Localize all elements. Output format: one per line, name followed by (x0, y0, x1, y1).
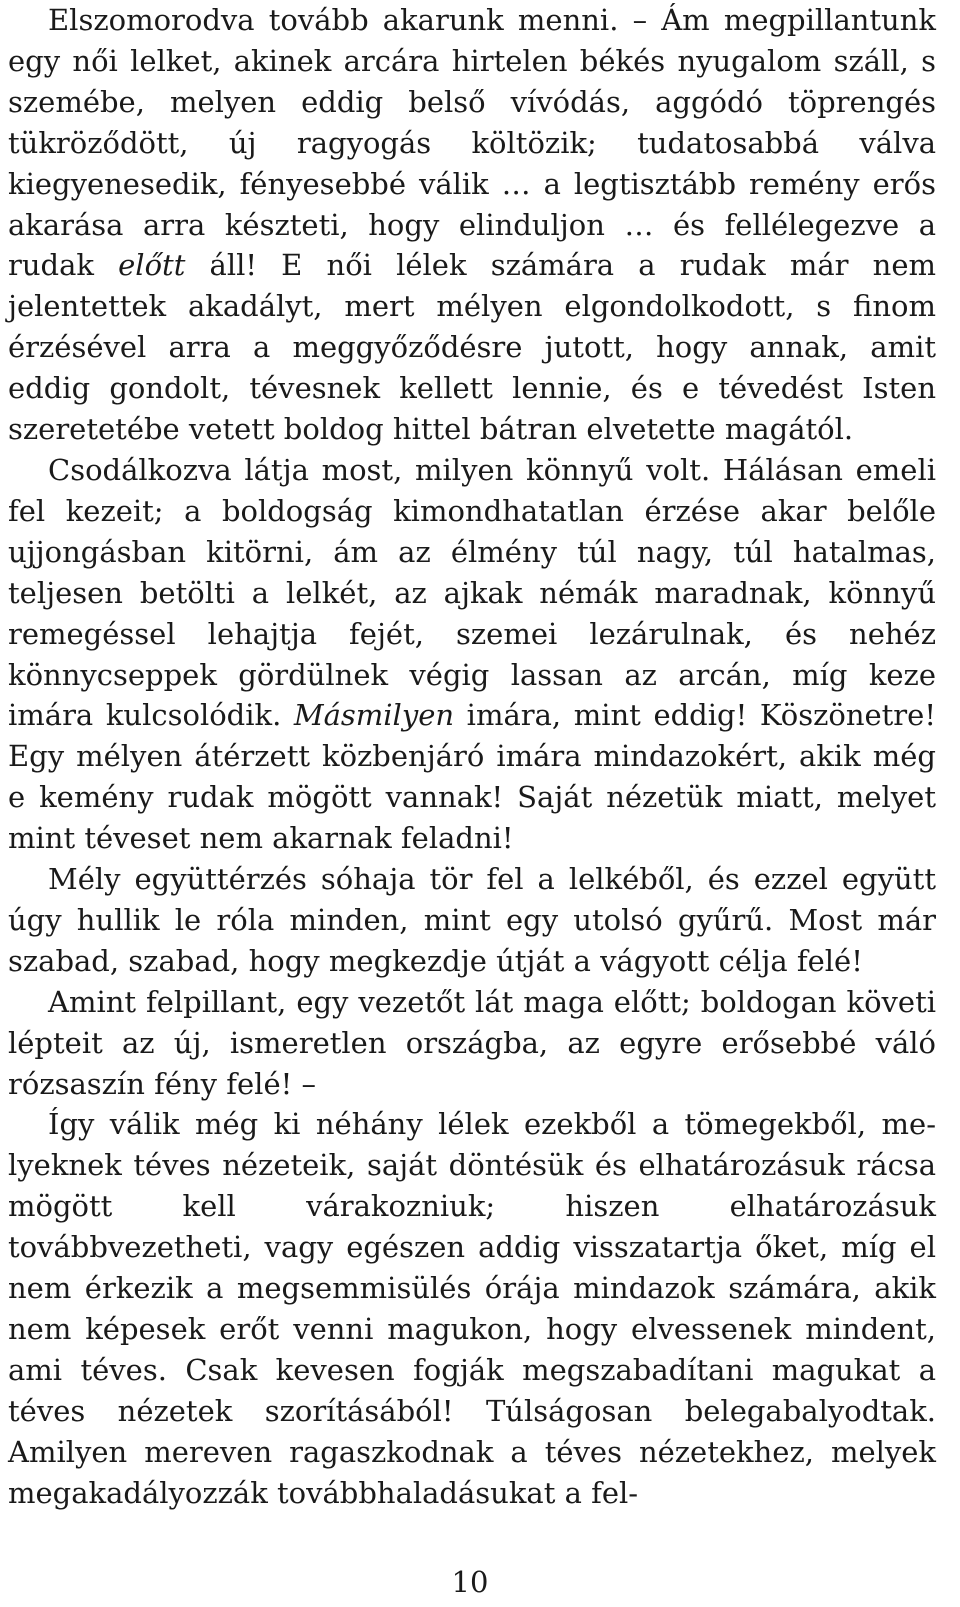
paragraph-2-text-b: imára, mint eddig! Köszönetre! Egy mélyen átérzett közbenjáró imára mindazokért, akik még e kemény rudak mögött vannak! Saját nézetük miatt, melyet mint téveset nem akarnak feladni! (8, 698, 936, 856)
paragraph-1-text-a: Elszomorodva tovább akarunk menni. – Ám megpillantunk egy női lelket, akinek arcára hirtelen békés nyugalom száll, s szemébe, melyen eddig belső vívódás, aggódó töprengés tükröződött, új ragyogás költözik; tudatosabbá válva kiegyenesedik, fényesebbé válik … a legtisztább remény erős akarása arra készteti, hogy elinduljon … és fellélegezve a rudak (8, 3, 936, 283)
paragraph-2-text-a: Csodálkozva látja most, milyen könnyű volt. Hálásan emeli fel kezeit; a boldogság kimondhatatlan érzése akar belőle ujjongásban kitörni, ám az élmény túl nagy, túl hatalmas, teljesen betölti a lelkét, az ajkak némák maradnak, könnyű remegéssel lehajtja fejét, szemei lezárulnak, és nehéz könnycseppek gördülnek végig lassan az arcán, míg keze imára kulcsolódik. (8, 452, 936, 733)
paragraph-4 (8, 982, 936, 1105)
paragraph-1 (8, 0, 936, 450)
page-number: 10 (451, 1565, 489, 1599)
paragraph-2 (8, 450, 936, 859)
paragraph-3-text: Mély együttérzés sóhaja tör fel a lelkéből, és ezzel együtt úgy hullik le róla minden, mint egy utolsó gyűrű. Most már szabad, szabad, hogy megkezdje útját a vágyott célja felé! (8, 862, 936, 978)
paragraph-2-emphasis: Másmilyen (293, 698, 455, 733)
paragraph-1-text-b: áll! E női lélek számára a rudak már nem jelentettek akadályt, mert mélyen elgondolkodott, s finom érzésével arra a meggyőződésre jutott, hogy annak, amit eddig gondolt, tévesnek kellett lennie, és e tévedést Isten szeretetébe vetett boldog hittel bátran elvetette magától. (8, 248, 937, 447)
paragraph-5-text: Így válik még ki néhány lélek ezekből a tömegekből, melyeknek téves nézeteik, saját döntésük és elhatározásuk rácsa mögött kell várakozniuk; hiszen elhatározásuk továbbvezetheti, vagy egészen addig visszatartja őket, míg el nem érkezik a megsemmisülés órája mindazok számára, akik nem képesek erőt venni magukon, hogy elvessenek mindent, ami téves. Csak kevesen fogják megszabadítani magukat a téves nézetek szorításából! Túlságosan belegabalyodtak. Amilyen mereven ragaszkodnak a téves nézetekhez, melyek megakadályozzák továbbhaladásukat a fel- (8, 1107, 936, 1510)
paragraph-5 (8, 1104, 936, 1513)
page-body (8, 0, 936, 1514)
paragraph-4-text: Amint felpillant, egy vezetőt lát maga előtt; boldogan követi lépteit az új, ismeretlen országba, az egyre erősebbé váló rózsaszín fény felé! – (8, 984, 936, 1101)
paragraph-3 (8, 859, 936, 982)
paragraph-1-emphasis: előtt (118, 248, 186, 283)
